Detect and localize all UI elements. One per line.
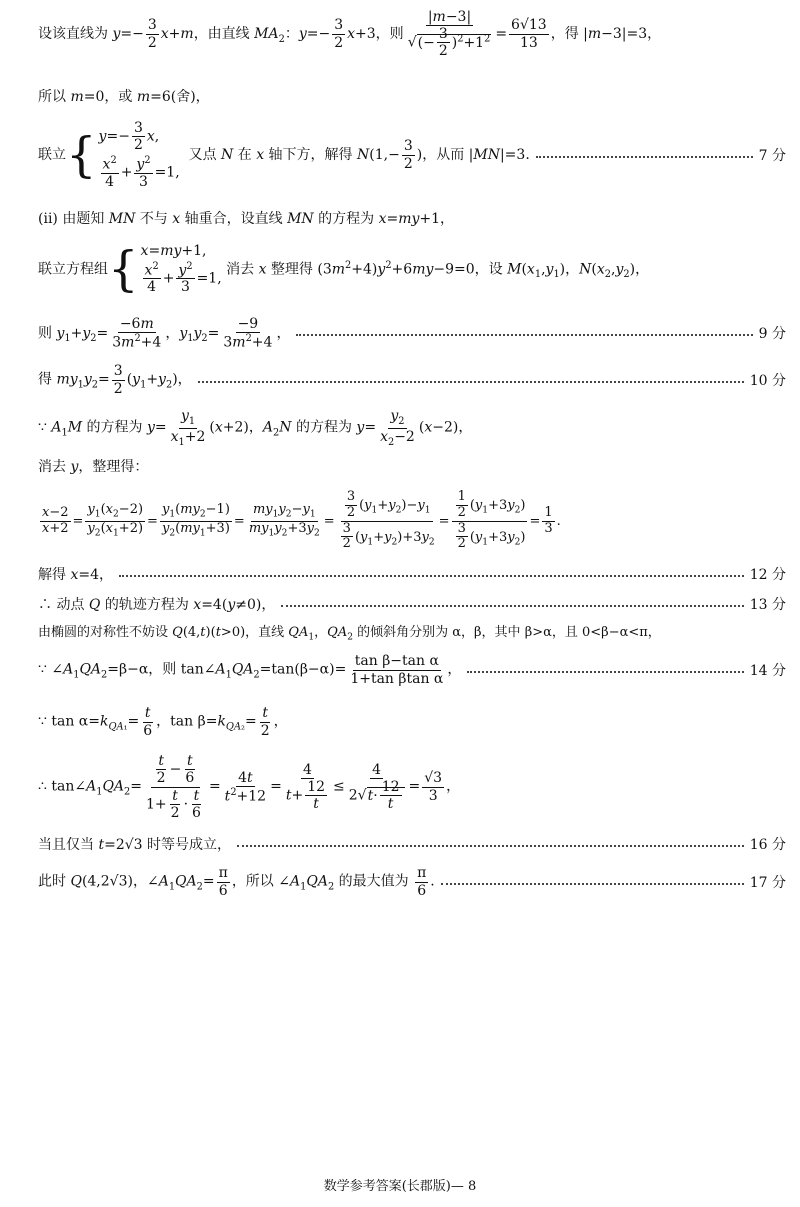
line-text: 解得 x=4， bbox=[38, 567, 113, 583]
leader-dots bbox=[119, 575, 744, 577]
line-text: ∵ $\angle A_1QA_2=\beta-\alpha$，则 $\tan\angle A_1QA_2=\tan(\beta-\alpha)=$ $\frac{\text{tan β−tan α}}{\text{1+tan βtan α}}$ ， bbox=[38, 653, 462, 687]
solution-line bbox=[38, 486, 786, 556]
score-points: 7 分 bbox=[758, 148, 786, 164]
solution-line bbox=[38, 456, 786, 476]
line-text: 所以 m=0，或 m=6(舍)， bbox=[38, 89, 210, 105]
leader-dots bbox=[467, 671, 743, 673]
score-points: 16 分 bbox=[749, 837, 786, 853]
score-points: 13 分 bbox=[749, 597, 786, 613]
solution-line bbox=[38, 650, 786, 690]
line-text: 则 $y_1+y_2=$ $\frac{-6m}{3m^2+4}$ ，$y_1y_2=$ $\frac{-9}{3m^2+4}$ ， bbox=[38, 315, 291, 351]
line-text: ∴ $\tan\angle A_1QA_2=$ $\frac{t}{2}$ − $\frac{t}{6}$ 1+ $\frac{t}{2}$ · $\frac{t}{6}$ = $\frac{4t}{t^2+12}$ = 4 t+ $\frac{12}{t}$ ≤ 4 2√t· $\frac{12}{t}$ = $\frac{√3}{3}$ ， bbox=[38, 753, 461, 821]
score-points: 9 分 bbox=[758, 326, 786, 342]
line-text: 得 $my_1y_2=$ $\frac{3}{2}$ $(y_1+y_2)$， bbox=[38, 363, 192, 397]
line-text: 设该直线为 y=− $\frac{3}{2}$ x+m，由直线 $MA_2$：y=− $\frac{3}{2}$ x+3，则 |m−3| √(− $\frac{3}{2}$ )$^2+1^2$ = $\frac{6√13}{13}$ ，得 |m−3|=3， bbox=[38, 8, 662, 60]
solution-line bbox=[38, 622, 786, 642]
leader-dots bbox=[281, 605, 743, 607]
leader-dots bbox=[296, 334, 752, 336]
solution-line bbox=[38, 750, 786, 824]
line-text: 消去 y，整理得： bbox=[38, 459, 149, 475]
line-text: ∴ 动点 Q 的轨迹方程为 x=4(y≠0)， bbox=[38, 597, 276, 613]
solution-line bbox=[38, 312, 786, 354]
solution-line bbox=[38, 86, 786, 106]
line-text: $\frac{x-2}{x+2}$ = $\frac{y_1(x_2-2)}{y_2(x_1+2)}$ = $\frac{y_1(my_2-1)}{y_2(my_1+3)}$ = $\frac{my_1y_2-y_1}{my_1y_2+3y_2}$ = $\frac{3}{2}$ $(y_1+y_2)-y_1$ $\frac{3}{2}$ $(y_1+y_2)+3y_2$ = $\frac{1}{2}$ $(y_1+3y_2)$ $\frac{3}{2}$ $(y_1+3y_2)$ = $\frac{1}{3}$ . bbox=[42, 488, 561, 552]
leader-dots bbox=[237, 845, 744, 847]
line-text: 联立 { y=− $\frac{3}{2}$ x, $\frac{x^2}{4}$ + $\frac{y^2}{3}$ =1, 又点 N 在 x 轴下方，解得 N(1,− $\frac{3}{2}$ )，从而 |MN|=3. bbox=[38, 119, 530, 190]
line-text: 由椭圆的对称性不妨设 Q(4,t)(t>0)，直线 $QA_1$，$QA_2$ 的倾斜角分别为 α，β，其中 β>α，且 0<β−α<π， bbox=[38, 625, 661, 643]
solution-line bbox=[38, 408, 786, 448]
solution-line bbox=[38, 236, 786, 302]
leader-dots bbox=[198, 381, 744, 383]
leader-dots bbox=[441, 883, 744, 885]
line-text: 此时 Q(4,2√3)，$\angle A_1QA_2=$ $\frac{\pi}{6}$ ，所以 $\angle A_1QA_2$ 的最大值为 $\frac{\pi}{6}$ . bbox=[38, 865, 435, 899]
page-footer: 数学参考答案(长郡版)— 8 bbox=[323, 1179, 477, 1194]
line-text: 当且仅当 t=2√3 时等号成立， bbox=[38, 837, 232, 853]
score-points: 12 分 bbox=[749, 567, 786, 583]
solution-line bbox=[38, 834, 786, 854]
line-text: ∵ $A_1M$ 的方程为 y= $\frac{y_1}{x_1+2}$ (x+2)，$A_2N$ 的方程为 y= $\frac{y_2}{x_2-2}$ (x−2)， bbox=[38, 408, 473, 448]
score-points: 14 分 bbox=[749, 663, 786, 679]
line-text: 联立方程组 { x=my+1, $\frac{x^2}{4}$ + $\frac{y^2}{3}$ =1, 消去 x 整理得 $(3m^2+4)y^2+6my-9=0$，设 $M(x_1,y_1)$，$N(x_2,y_2)$， bbox=[38, 241, 650, 297]
solution-line bbox=[38, 360, 786, 400]
solution-line bbox=[38, 594, 786, 614]
line-text: ∵ $\tan \alpha=k_{QA_1}=$ $\frac{t}{6}$ ，$\tan \beta=k_{QA_2}=$ $\frac{t}{2}$ ， bbox=[38, 705, 288, 739]
solution-line bbox=[38, 702, 786, 742]
solution-line bbox=[38, 120, 786, 190]
solution-line bbox=[38, 862, 786, 902]
score-points: 17 分 bbox=[749, 875, 786, 891]
solution-line bbox=[38, 208, 786, 228]
leader-dots bbox=[536, 156, 753, 158]
score-points: 10 分 bbox=[749, 373, 786, 389]
line-text: (ⅱ) 由题知 MN 不与 x 轴重合，设直线 MN 的方程为 x=my+1， bbox=[38, 211, 455, 227]
solution-line bbox=[38, 8, 786, 60]
solution-line bbox=[38, 564, 786, 584]
